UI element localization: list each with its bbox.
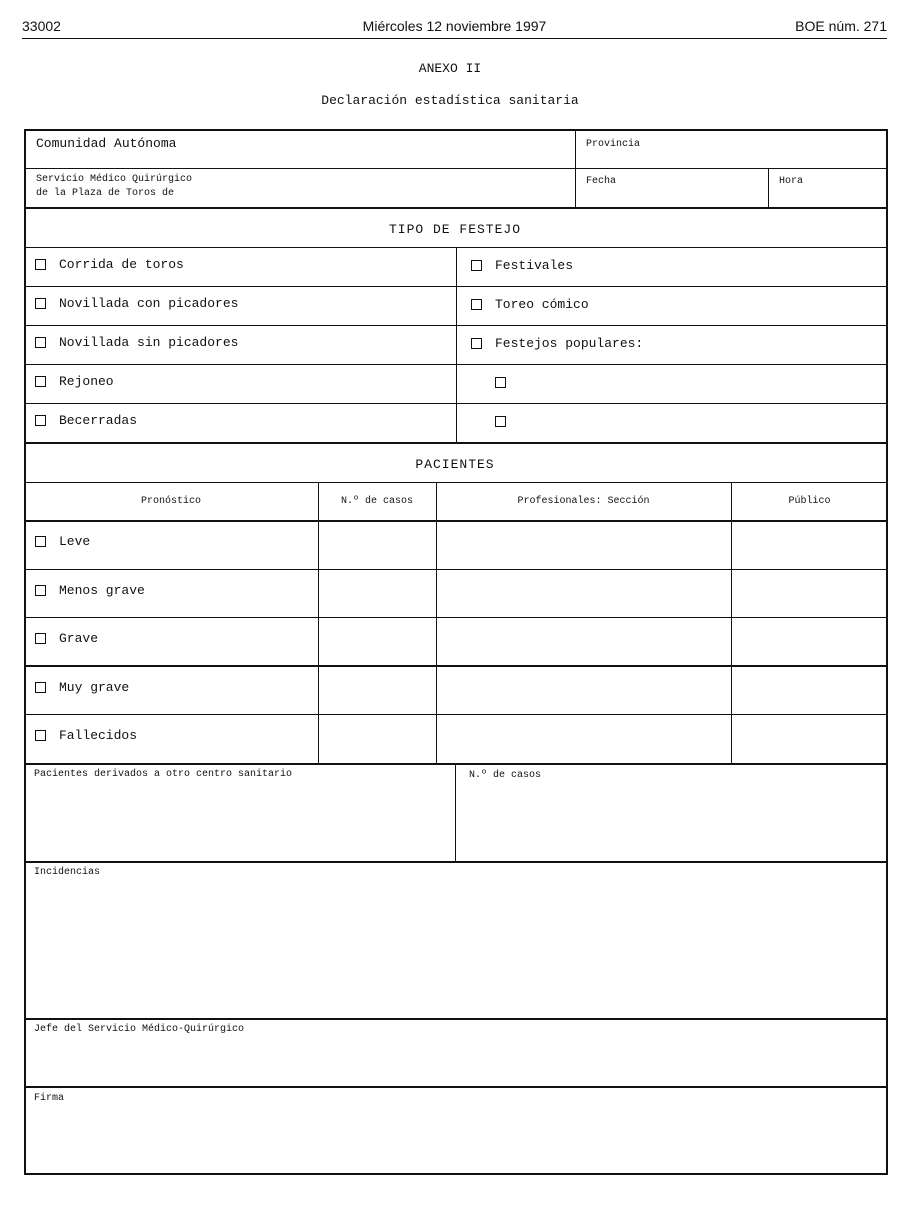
divider-derivados-end bbox=[24, 861, 888, 863]
col-profesionales-seccion: Profesionales: Sección bbox=[517, 496, 650, 507]
divider-pacientes-header bbox=[24, 482, 888, 483]
col-pronostico: Pronóstico bbox=[140, 496, 201, 507]
divider-hora bbox=[768, 168, 769, 208]
checkbox-menos-grave[interactable] bbox=[35, 585, 46, 596]
checkbox-festejo-popular-extra-2[interactable] bbox=[495, 416, 506, 427]
checkbox-corrida-de-toros[interactable] bbox=[35, 259, 46, 270]
divider-row1 bbox=[24, 168, 888, 169]
checkbox-festivales[interactable] bbox=[471, 260, 482, 271]
divider-derivados bbox=[455, 763, 456, 861]
option-becerradas: Becerradas bbox=[59, 413, 138, 428]
col-numero-casos: N.º de casos bbox=[340, 496, 413, 507]
option-festejos-populares: Festejos populares: bbox=[495, 336, 644, 351]
pacientes-title: PACIENTES bbox=[415, 457, 495, 472]
divider-col-casos bbox=[318, 482, 319, 763]
checkbox-novillada-sin-picadores[interactable] bbox=[35, 337, 46, 348]
publication-date: Miércoles 12 noviembre 1997 bbox=[362, 18, 547, 34]
comunidad-label: Comunidad Autónoma bbox=[36, 136, 177, 151]
divider-col-profesionales bbox=[436, 482, 437, 763]
page-header bbox=[22, 16, 887, 39]
checkbox-festejo-popular-extra-1[interactable] bbox=[495, 377, 506, 388]
checkbox-muy-grave[interactable] bbox=[35, 682, 46, 693]
publication-issue: BOE núm. 271 bbox=[795, 18, 887, 34]
divider-festejo-end bbox=[24, 442, 888, 444]
option-novillada-sin-picadores: Novillada sin picadores bbox=[59, 335, 239, 350]
jefe-servicio-label: Jefe del Servicio Médico-Quirúrgico bbox=[34, 1024, 245, 1035]
divider-top-section bbox=[24, 207, 888, 209]
checkbox-becerradas[interactable] bbox=[35, 415, 46, 426]
form-title: Declaración estadística sanitaria bbox=[321, 93, 579, 108]
checkbox-grave[interactable] bbox=[35, 633, 46, 644]
firma-label: Firma bbox=[34, 1093, 65, 1104]
row-grave: Grave bbox=[59, 631, 99, 646]
provincia-label: Provincia bbox=[586, 139, 641, 150]
checkbox-toreo-comico[interactable] bbox=[471, 299, 482, 310]
divider-jefe-end bbox=[24, 1086, 888, 1088]
option-festivales: Festivales bbox=[495, 258, 574, 273]
row-menos-grave: Menos grave bbox=[59, 583, 145, 598]
derivados-label: Pacientes derivados a otro centro sanitario bbox=[34, 769, 293, 780]
option-corrida-de-toros: Corrida de toros bbox=[59, 257, 184, 272]
divider-festejo-columns bbox=[456, 247, 457, 442]
checkbox-rejoneo[interactable] bbox=[35, 376, 46, 387]
hora-label: Hora bbox=[779, 176, 804, 187]
row-leve: Leve bbox=[59, 534, 91, 549]
fecha-label: Fecha bbox=[586, 176, 617, 187]
option-toreo-comico: Toreo cómico bbox=[495, 297, 589, 312]
servicio-label-line2: de la Plaza de Toros de bbox=[36, 188, 175, 199]
row-fallecidos: Fallecidos bbox=[59, 728, 138, 743]
checkbox-fallecidos[interactable] bbox=[35, 730, 46, 741]
tipo-festejo-title: TIPO DE FESTEJO bbox=[388, 222, 522, 237]
divider-col-publico bbox=[731, 482, 732, 763]
checkbox-festejos-populares[interactable] bbox=[471, 338, 482, 349]
derivados-casos-label: N.º de casos bbox=[469, 770, 542, 781]
option-novillada-con-picadores: Novillada con picadores bbox=[59, 296, 239, 311]
checkbox-novillada-con-picadores[interactable] bbox=[35, 298, 46, 309]
divider-pacientes-end bbox=[24, 763, 888, 765]
option-rejoneo: Rejoneo bbox=[59, 374, 114, 389]
col-publico: Público bbox=[788, 496, 831, 507]
divider-incidencias-end bbox=[24, 1018, 888, 1020]
page-number: 33002 bbox=[22, 18, 61, 34]
annex-title: ANEXO II bbox=[418, 61, 482, 76]
row-muy-grave: Muy grave bbox=[59, 680, 130, 695]
servicio-label-line1: Servicio Médico Quirúrgico bbox=[36, 174, 193, 185]
incidencias-label: Incidencias bbox=[34, 867, 101, 878]
checkbox-leve[interactable] bbox=[35, 536, 46, 547]
